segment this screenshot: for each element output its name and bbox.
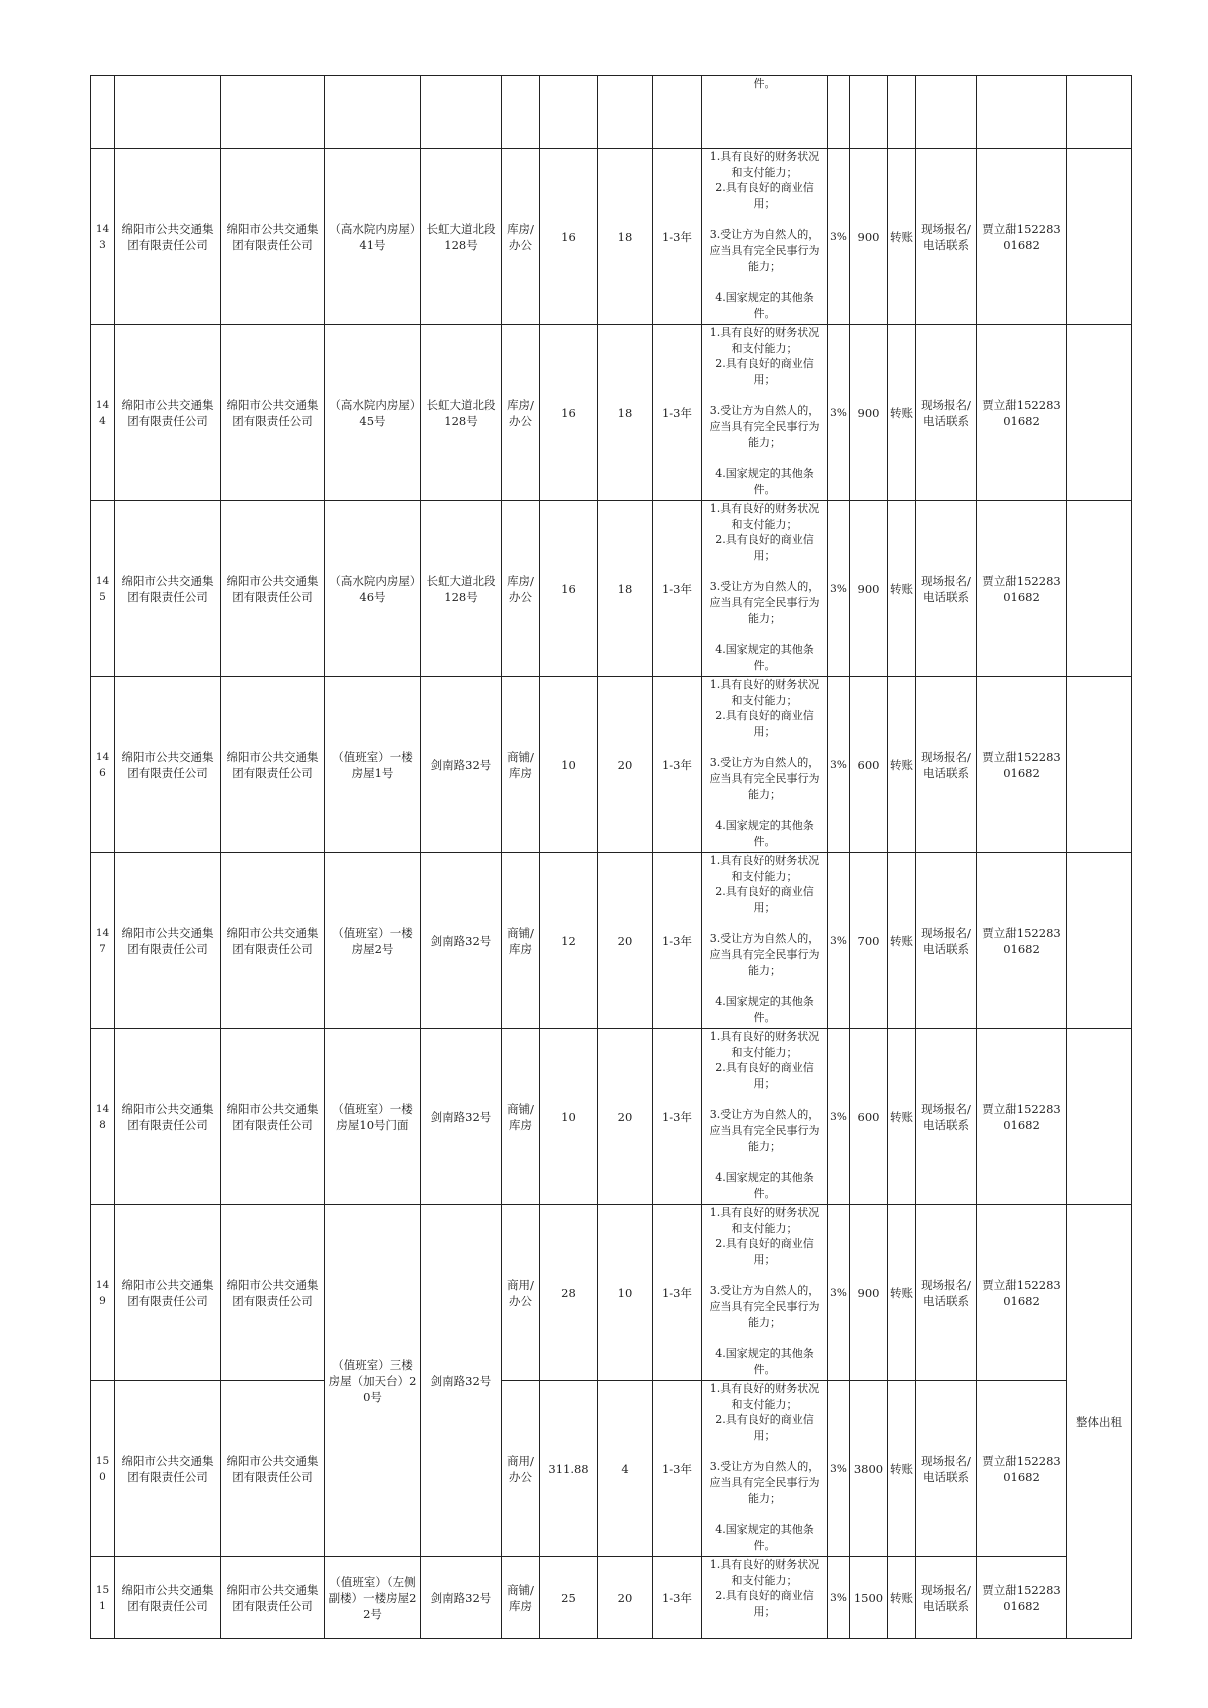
payment-cell: 转账	[888, 501, 916, 677]
area-cell: 16	[540, 149, 598, 325]
contact-cell: 贾立甜15228301682	[977, 1029, 1067, 1205]
use-cell: 商用/办公	[502, 1205, 540, 1381]
owner-cell: 绵阳市公共交通集团有限责任公司	[221, 1029, 325, 1205]
quantity-cell: 20	[598, 1557, 653, 1639]
deposit-cell: 3%	[828, 1557, 850, 1639]
row-number: 148	[91, 1029, 115, 1205]
term-cell: 1-3年	[653, 853, 702, 1029]
table-row	[91, 501, 1132, 677]
conditions-cell: 1.具有良好的财务状况和支付能力； 2.具有良好的商业信用； 3.受让方为自然人的，应当具有完全民事行为能力； 4.国家规定的其他条件。	[702, 853, 828, 1029]
property-cell: （高水院内房屋）41号	[325, 149, 421, 325]
row-number: 147	[91, 853, 115, 1029]
signup-cell: 现场报名/电话联系	[916, 1381, 977, 1557]
owner-cell: 绵阳市公共交通集团有限责任公司	[221, 1557, 325, 1639]
contact-cell: 贾立甜15228301682	[977, 1205, 1067, 1381]
row-number: 150	[91, 1381, 115, 1557]
conditions-cell: 1.具有良好的财务状况和支付能力； 2.具有良好的商业信用； 3.受让方为自然人的，应当具有完全民事行为能力； 4.国家规定的其他条件。	[702, 501, 828, 677]
deposit-cell: 3%	[828, 677, 850, 853]
area-cell: 16	[540, 325, 598, 501]
term-cell: 1-3年	[653, 1557, 702, 1639]
owner-cell: 绵阳市公共交通集团有限责任公司	[221, 501, 325, 677]
use-cell: 库房/办公	[502, 501, 540, 677]
use-cell: 商铺/库房	[502, 853, 540, 1029]
signup-cell: 现场报名/电话联系	[916, 1557, 977, 1639]
quantity-cell: 20	[598, 853, 653, 1029]
deposit-cell: 3%	[828, 1205, 850, 1381]
lessor-cell: 绵阳市公共交通集团有限责任公司	[115, 325, 221, 501]
address-cell: 长虹大道北段128号	[421, 149, 502, 325]
signup-cell: 现场报名/电话联系	[916, 149, 977, 325]
owner-cell: 绵阳市公共交通集团有限责任公司	[221, 677, 325, 853]
payment-cell: 转账	[888, 853, 916, 1029]
payment-cell: 转账	[888, 677, 916, 853]
owner-cell: 绵阳市公共交通集团有限责任公司	[221, 853, 325, 1029]
area-cell: 10	[540, 677, 598, 853]
address-cell: 剑南路32号	[421, 1029, 502, 1205]
signup-cell: 现场报名/电话联系	[916, 853, 977, 1029]
table-row	[91, 149, 1132, 325]
note-cell	[1067, 325, 1132, 501]
quantity-cell: 18	[598, 325, 653, 501]
area-cell: 25	[540, 1557, 598, 1639]
address-cell: 剑南路32号	[421, 1205, 502, 1557]
conditions-cell: 1.具有良好的财务状况和支付能力； 2.具有良好的商业信用； 3.受让方为自然人的，应当具有完全民事行为能力； 4.国家规定的其他条件。	[702, 1029, 828, 1205]
deposit-cell: 3%	[828, 501, 850, 677]
use-cell: 商用/办公	[502, 1381, 540, 1557]
property-cell: （值班室）一楼房屋2号	[325, 853, 421, 1029]
property-cell: （高水院内房屋）46号	[325, 501, 421, 677]
row-number: 149	[91, 1205, 115, 1381]
quantity-cell: 10	[598, 1205, 653, 1381]
owner-cell: 绵阳市公共交通集团有限责任公司	[221, 149, 325, 325]
use-cell: 商铺/库房	[502, 1029, 540, 1205]
deposit-cell: 3%	[828, 149, 850, 325]
address-cell: 长虹大道北段128号	[421, 501, 502, 677]
use-cell: 商铺/库房	[502, 677, 540, 853]
price-cell: 900	[850, 1205, 888, 1381]
lessor-cell: 绵阳市公共交通集团有限责任公司	[115, 149, 221, 325]
row-number: 151	[91, 1557, 115, 1639]
price-cell: 900	[850, 325, 888, 501]
signup-cell: 现场报名/电话联系	[916, 501, 977, 677]
lessor-cell: 绵阳市公共交通集团有限责任公司	[115, 1557, 221, 1639]
payment-cell: 转账	[888, 1557, 916, 1639]
table-row	[91, 1557, 1132, 1639]
deposit-cell: 3%	[828, 853, 850, 1029]
term-cell: 1-3年	[653, 501, 702, 677]
area-cell: 16	[540, 501, 598, 677]
deposit-cell: 3%	[828, 1381, 850, 1557]
price-cell: 600	[850, 1029, 888, 1205]
term-cell: 1-3年	[653, 149, 702, 325]
property-cell: （值班室）一楼房屋1号	[325, 677, 421, 853]
lessor-cell: 绵阳市公共交通集团有限责任公司	[115, 1205, 221, 1381]
address-cell: 剑南路32号	[421, 853, 502, 1029]
contact-cell: 贾立甜15228301682	[977, 149, 1067, 325]
note-cell	[1067, 501, 1132, 677]
quantity-cell: 20	[598, 677, 653, 853]
owner-cell: 绵阳市公共交通集团有限责任公司	[221, 325, 325, 501]
owner-cell: 绵阳市公共交通集团有限责任公司	[221, 1205, 325, 1381]
lessor-cell: 绵阳市公共交通集团有限责任公司	[115, 853, 221, 1029]
lessor-cell: 绵阳市公共交通集团有限责任公司	[115, 1029, 221, 1205]
area-cell: 12	[540, 853, 598, 1029]
term-cell: 1-3年	[653, 1205, 702, 1381]
note-cell	[1067, 677, 1132, 853]
conditions-cell: 1.具有良好的财务状况和支付能力； 2.具有良好的商业信用； 3.受让方为自然人的，应当具有完全民事行为能力； 4.国家规定的其他条件。	[702, 149, 828, 325]
quantity-cell: 18	[598, 149, 653, 325]
property-cell: （值班室）（左侧副楼）一楼房屋22号	[325, 1557, 421, 1639]
conditions-cell: 1.具有良好的财务状况和支付能力； 2.具有良好的商业信用； 3.受让方为自然人的，应当具有完全民事行为能力； 4.国家规定的其他条件。	[702, 1205, 828, 1381]
table-row	[91, 1381, 1132, 1557]
quantity-cell: 18	[598, 501, 653, 677]
area-cell: 10	[540, 1029, 598, 1205]
contact-cell: 贾立甜15228301682	[977, 677, 1067, 853]
lessor-cell: 绵阳市公共交通集团有限责任公司	[115, 1381, 221, 1557]
price-cell: 700	[850, 853, 888, 1029]
address-cell: 剑南路32号	[421, 1557, 502, 1639]
address-cell: 长虹大道北段128号	[421, 325, 502, 501]
conditions-cell: 1.具有良好的财务状况和支付能力； 2.具有良好的商业信用； 3.受让方为自然人的，应当具有完全民事行为能力； 4.国家规定的其他条件。	[702, 325, 828, 501]
row-number: 143	[91, 149, 115, 325]
note-cell	[1067, 1029, 1132, 1205]
term-cell: 1-3年	[653, 325, 702, 501]
payment-cell: 转账	[888, 1205, 916, 1381]
use-cell: 库房/办公	[502, 325, 540, 501]
contact-cell: 贾立甜15228301682	[977, 1381, 1067, 1557]
note-cell	[1067, 853, 1132, 1029]
lessor-cell: 绵阳市公共交通集团有限责任公司	[115, 677, 221, 853]
lessor-cell: 绵阳市公共交通集团有限责任公司	[115, 501, 221, 677]
address-cell: 剑南路32号	[421, 677, 502, 853]
use-cell: 库房/办公	[502, 149, 540, 325]
signup-cell: 现场报名/电话联系	[916, 1029, 977, 1205]
quantity-cell: 20	[598, 1029, 653, 1205]
area-cell: 311.88	[540, 1381, 598, 1557]
conditions-cell: 1.具有良好的财务状况和支付能力； 2.具有良好的商业信用；	[702, 1557, 828, 1639]
area-cell: 28	[540, 1205, 598, 1381]
table-row	[91, 1205, 1132, 1381]
property-cell: （值班室）一楼房屋10号门面	[325, 1029, 421, 1205]
property-cell: （值班室）三楼房屋（加天台）20号	[325, 1205, 421, 1557]
term-cell: 1-3年	[653, 1029, 702, 1205]
price-cell: 900	[850, 501, 888, 677]
signup-cell: 现场报名/电话联系	[916, 1205, 977, 1381]
price-cell: 3800	[850, 1381, 888, 1557]
contact-cell: 贾立甜15228301682	[977, 501, 1067, 677]
conditions-cell: 1.具有良好的财务状况和支付能力； 2.具有良好的商业信用； 3.受让方为自然人的，应当具有完全民事行为能力； 4.国家规定的其他条件。	[702, 1381, 828, 1557]
property-cell: （高水院内房屋）45号	[325, 325, 421, 501]
price-cell: 1500	[850, 1557, 888, 1639]
contact-cell: 贾立甜15228301682	[977, 853, 1067, 1029]
table-row	[91, 325, 1132, 501]
table-row	[91, 853, 1132, 1029]
table-row	[91, 677, 1132, 853]
price-cell: 600	[850, 677, 888, 853]
signup-cell: 现场报名/电话联系	[916, 325, 977, 501]
contact-cell: 贾立甜15228301682	[977, 1557, 1067, 1639]
row-number: 144	[91, 325, 115, 501]
payment-cell: 转账	[888, 1381, 916, 1557]
owner-cell: 绵阳市公共交通集团有限责任公司	[221, 1381, 325, 1557]
listing-table	[90, 75, 1132, 1639]
term-cell: 1-3年	[653, 677, 702, 853]
use-cell: 商铺/库房	[502, 1557, 540, 1639]
row-number: 145	[91, 501, 115, 677]
deposit-cell: 3%	[828, 1029, 850, 1205]
table-row	[91, 1029, 1132, 1205]
conditions-cell: 1.具有良好的财务状况和支付能力； 2.具有良好的商业信用； 3.受让方为自然人的，应当具有完全民事行为能力； 4.国家规定的其他条件。	[702, 677, 828, 853]
note-cell: 整体出租	[1067, 1205, 1132, 1639]
contact-cell: 贾立甜15228301682	[977, 325, 1067, 501]
signup-cell: 现场报名/电话联系	[916, 677, 977, 853]
quantity-cell: 4	[598, 1381, 653, 1557]
term-cell: 1-3年	[653, 1381, 702, 1557]
payment-cell: 转账	[888, 1029, 916, 1205]
price-cell: 900	[850, 149, 888, 325]
note-cell	[1067, 149, 1132, 325]
conditions-cell: 件。	[702, 76, 828, 149]
table-row	[91, 76, 1132, 149]
row-number: 146	[91, 677, 115, 853]
payment-cell: 转账	[888, 325, 916, 501]
deposit-cell: 3%	[828, 325, 850, 501]
payment-cell: 转账	[888, 149, 916, 325]
